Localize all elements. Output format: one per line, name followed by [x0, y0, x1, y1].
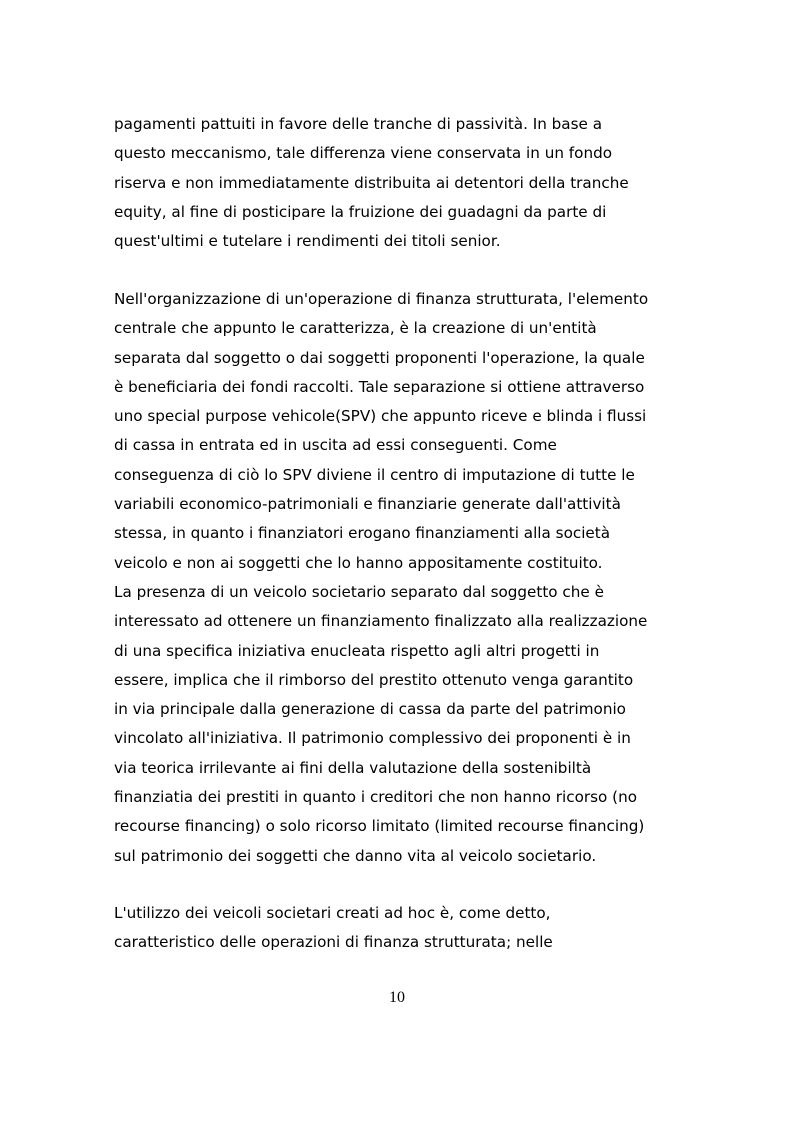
text-line: via teorica irrilevante ai fini della valutazione della sostenibiltà: [114, 758, 592, 777]
text-line: riserva e non immediatamente distribuita ai detentori della tranche: [114, 173, 629, 192]
text-line: pagamenti pattuiti in favore delle tranche di passività. In base a: [114, 115, 603, 133]
text-line: centrale che appunto le caratterizza, è la creazione di un'entità: [114, 319, 597, 338]
text-line: L'utilizzo dei veicoli societari creati ad hoc è, come detto,: [114, 904, 551, 922]
paragraph-4: [114, 899, 680, 958]
text-line: finanziatia dei prestiti in quanto i creditori che non hanno ricorso (no: [114, 788, 637, 807]
page-number: 10: [389, 989, 405, 1006]
paragraph-3: [114, 578, 680, 871]
text-line: recourse financing) o solo ricorso limitato (limited recourse financing): [114, 817, 645, 836]
paragraph-2: [114, 285, 680, 578]
text-line: quest'ultimi e tutelare i rendimenti dei titoli senior.: [114, 232, 501, 251]
text-line: veicolo e non ai soggetti che lo hanno appositamente costituito.: [114, 553, 603, 572]
text-line: stessa, in quanto i finanziatori erogano finanziamenti alla società: [114, 524, 611, 543]
text-line: uno special purpose vehicole(SPV) che appunto riceve e blinda i flussi: [114, 407, 647, 426]
text-line: in via principale dalla generazione di cassa da parte del patrimonio: [114, 700, 626, 719]
text-line: di una specifica iniziativa enucleata rispetto agli altri progetti in: [114, 641, 600, 660]
text-line: caratteristico delle operazioni di finanza strutturata; nelle: [114, 933, 553, 952]
text-line: La presenza di un veicolo societario separato dal soggetto che è: [114, 583, 604, 601]
text-line: interessato ad ottenere un finanziamento finalizzato alla realizzazione: [114, 612, 648, 631]
paragraph-1: [114, 110, 680, 256]
text-line: equity, al fine di posticipare la fruizione dei guadagni da parte di: [114, 202, 607, 221]
text-line: separata dal soggetto o dai soggetti proponenti l'operazione, la quale: [114, 348, 645, 367]
text-line: conseguenza di ciò lo SPV diviene il centro di imputazione di tutte le: [114, 465, 635, 484]
text-line: è beneficiaria dei fondi raccolti. Tale separazione si ottiene attraverso: [114, 377, 645, 396]
text-line: Nell'organizzazione di un'operazione di finanza strutturata, l'elemento: [114, 290, 649, 308]
text-line: essere, implica che il rimborso del prestito ottenuto venga garantito: [114, 670, 634, 689]
text-line: variabili economico-patrimoniali e finanziarie generate dall'attività: [114, 495, 621, 514]
text-line: questo meccanismo, tale differenza viene conservata in un fondo: [114, 144, 612, 163]
text-line: vincolato all'iniziativa. Il patrimonio complessivo dei proponenti è in: [114, 729, 631, 748]
text-line: di cassa in entrata ed in uscita ad essi conseguenti. Come: [114, 436, 557, 455]
text-line: sul patrimonio dei soggetti che danno vita al veicolo societario.: [114, 846, 597, 865]
